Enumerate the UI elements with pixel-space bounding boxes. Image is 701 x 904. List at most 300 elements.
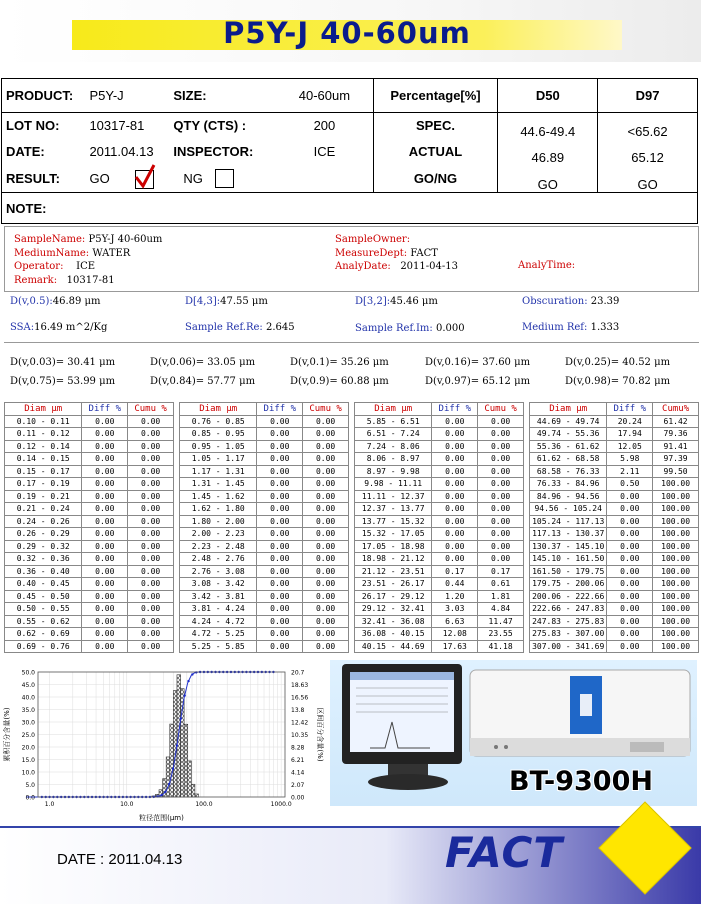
diff-cell: 0.00 — [432, 415, 478, 428]
table-row — [530, 440, 699, 453]
diam-cell: 200.06 - 222.66 — [530, 590, 607, 603]
diam-cell: 0.40 - 0.45 — [5, 578, 82, 591]
diff-header: Diff % — [607, 403, 653, 416]
table-row — [5, 553, 174, 566]
diff-cell: 3.03 — [432, 603, 478, 616]
diff-cell: 0.00 — [257, 603, 303, 616]
table-row — [180, 415, 349, 428]
table-row — [180, 590, 349, 603]
distribution-table — [529, 402, 699, 653]
diff-cell: 0.00 — [432, 465, 478, 478]
cumu-cell: 0.00 — [128, 428, 174, 441]
product-value: P5Y-J — [85, 79, 169, 113]
diff-cell: 12.08 — [432, 628, 478, 641]
cumu-cell: 0.00 — [128, 578, 174, 591]
diam-cell: 8.97 - 9.98 — [355, 465, 432, 478]
diam-cell: 2.23 - 2.48 — [180, 540, 257, 553]
diam-cell: 0.12 - 0.14 — [5, 440, 82, 453]
table-row — [530, 603, 699, 616]
percentile-item: D(v,0.97)= 65.12 μm — [425, 376, 531, 387]
cumu-cell: 1.81 — [478, 590, 524, 603]
cumu-cell: 0.00 — [478, 540, 524, 553]
diff-cell: 0.17 — [432, 565, 478, 578]
diff-cell: 0.00 — [607, 578, 653, 591]
diff-cell: 0.00 — [82, 553, 128, 566]
cumulative-point — [180, 717, 182, 719]
cumu-header: Cumu % — [128, 403, 174, 416]
diam-header: Diam μm — [180, 403, 257, 416]
y2-tick-label: 6.21 — [291, 757, 305, 764]
divider — [4, 342, 699, 343]
cumu-cell: 100.00 — [653, 503, 699, 516]
cumu-cell: 79.36 — [653, 428, 699, 441]
cumu-cell: 100.00 — [653, 490, 699, 503]
diam-header: Diam μm — [5, 403, 82, 416]
diam-cell: 0.24 - 0.26 — [5, 515, 82, 528]
diam-cell: 0.76 - 0.85 — [180, 415, 257, 428]
sample-name-label: SampleName: — [14, 234, 86, 245]
table-row — [180, 528, 349, 541]
table-row — [355, 428, 524, 441]
cumu-cell: 0.00 — [303, 640, 349, 653]
cumu-cell: 23.55 — [478, 628, 524, 641]
diam-cell: 61.62 - 68.58 — [530, 453, 607, 466]
table-row — [530, 453, 699, 466]
diff-cell: 0.00 — [432, 428, 478, 441]
cumu-cell: 100.00 — [653, 615, 699, 628]
cumu-cell: 0.00 — [128, 490, 174, 503]
diam-cell: 1.45 - 1.62 — [180, 490, 257, 503]
diam-cell: 1.31 - 1.45 — [180, 478, 257, 491]
table-row — [355, 615, 524, 628]
cumu-cell: 100.00 — [653, 515, 699, 528]
cumu-cell: 0.00 — [478, 528, 524, 541]
cumu-cell: 100.00 — [653, 540, 699, 553]
diam-cell: 11.11 - 12.37 — [355, 490, 432, 503]
diff-cell: 0.44 — [432, 578, 478, 591]
cumu-cell: 0.00 — [303, 628, 349, 641]
diam-cell: 161.50 - 179.75 — [530, 565, 607, 578]
info-table — [1, 78, 698, 224]
diam-cell: 275.83 - 307.00 — [530, 628, 607, 641]
diff-cell: 0.00 — [257, 590, 303, 603]
dv05-label: D(v,0.5): — [10, 296, 53, 307]
medium-ref-result — [522, 322, 619, 333]
y2-tick-label: 12.42 — [291, 719, 309, 727]
obscuration-result — [522, 296, 619, 307]
cumu-cell: 0.00 — [128, 628, 174, 641]
diam-cell: 0.95 - 1.05 — [180, 440, 257, 453]
diff-cell: 0.00 — [82, 528, 128, 541]
cumu-cell: 0.00 — [128, 440, 174, 453]
diam-cell: 76.33 - 84.96 — [530, 478, 607, 491]
diff-cell: 0.00 — [82, 603, 128, 616]
percentile-item: D(v,0.03)= 30.41 μm — [10, 357, 116, 368]
table-row — [530, 515, 699, 528]
table-row — [355, 590, 524, 603]
diam-cell: 179.75 - 200.06 — [530, 578, 607, 591]
diff-cell: 0.00 — [607, 603, 653, 616]
actual-label: ACTUAL — [373, 139, 498, 165]
y2-tick-label: 18.63 — [291, 682, 309, 689]
percentile-item: D(v,0.98)= 70.82 μm — [565, 376, 671, 387]
distribution-table — [179, 402, 349, 653]
cumu-cell: 100.00 — [653, 590, 699, 603]
cumu-cell: 0.00 — [303, 453, 349, 466]
table-row — [355, 528, 524, 541]
diff-cell: 0.00 — [82, 628, 128, 641]
diff-cell: 0.00 — [432, 503, 478, 516]
diam-cell: 1.17 - 1.31 — [180, 465, 257, 478]
sample-ref-re-label: Sample Ref.Re: — [185, 322, 263, 333]
cumu-cell: 100.00 — [653, 528, 699, 541]
ng-checkbox[interactable] — [215, 169, 234, 188]
chart-bar — [188, 761, 192, 797]
y-tick-label: 0.0 — [25, 794, 35, 802]
diff-cell: 0.00 — [257, 553, 303, 566]
chart-bars — [152, 675, 199, 797]
cumu-cell: 0.00 — [128, 515, 174, 528]
table-row — [530, 478, 699, 491]
diff-cell: 0.00 — [257, 503, 303, 516]
table-row — [530, 415, 699, 428]
y2-tick-label: 2.07 — [291, 782, 305, 789]
table-row — [530, 628, 699, 641]
lot-value: 10317-81 — [89, 118, 145, 134]
cumu-cell: 100.00 — [653, 553, 699, 566]
cumu-cell: 100.00 — [653, 565, 699, 578]
diff-cell: 0.00 — [257, 540, 303, 553]
chart-bar — [173, 691, 177, 797]
diam-cell: 247.83 - 275.83 — [530, 615, 607, 628]
y-tick-label: 5.0 — [25, 782, 35, 789]
diff-header: Diff % — [82, 403, 128, 416]
y2-tick-label: 10.35 — [291, 732, 309, 739]
diff-cell: 0.00 — [607, 503, 653, 516]
diam-cell: 40.15 - 44.69 — [355, 640, 432, 653]
spec-d50: 44.6-49.4 — [498, 113, 598, 139]
ssa-result — [10, 322, 107, 333]
table-row — [530, 540, 699, 553]
diam-cell: 105.24 - 117.13 — [530, 515, 607, 528]
table-row — [5, 490, 174, 503]
cumu-cell: 0.00 — [478, 453, 524, 466]
diam-cell: 55.36 - 61.62 — [530, 440, 607, 453]
cumu-cell: 0.00 — [478, 515, 524, 528]
dv05-value: 46.89 μm — [52, 296, 101, 307]
table-row — [355, 565, 524, 578]
cumu-cell: 0.00 — [303, 415, 349, 428]
table-row — [355, 453, 524, 466]
diff-cell: 0.00 — [82, 440, 128, 453]
cumu-cell: 0.00 — [478, 415, 524, 428]
diam-cell: 0.36 - 0.40 — [5, 565, 82, 578]
table-row — [5, 640, 174, 653]
operator-value: ICE — [76, 261, 96, 272]
y2-axis-label: 区间百分含量(%) — [316, 707, 324, 762]
diff-cell: 0.00 — [432, 453, 478, 466]
cumu-cell: 41.18 — [478, 640, 524, 653]
inspector-label: INSPECTOR: — [173, 144, 254, 159]
table-row — [530, 503, 699, 516]
ng-option-label: NG — [183, 170, 203, 186]
diam-cell: 6.51 - 7.24 — [355, 428, 432, 441]
diam-cell: 9.98 - 11.11 — [355, 478, 432, 491]
diff-cell: 0.00 — [82, 428, 128, 441]
diam-cell: 13.77 - 15.32 — [355, 515, 432, 528]
cumu-cell: 0.00 — [128, 565, 174, 578]
table-row — [530, 615, 699, 628]
diam-cell: 3.08 - 3.42 — [180, 578, 257, 591]
cumu-cell: 0.00 — [478, 490, 524, 503]
table-row — [355, 415, 524, 428]
diam-cell: 84.96 - 94.56 — [530, 490, 607, 503]
table-row — [5, 528, 174, 541]
chart-bar — [195, 794, 199, 797]
chart-bar — [184, 724, 188, 797]
fact-logo: FACT — [445, 828, 563, 877]
table-row — [180, 465, 349, 478]
operator-label: Operator: — [14, 261, 64, 272]
cumulative-point — [164, 791, 166, 793]
diam-cell: 0.19 - 0.21 — [5, 490, 82, 503]
cumu-cell: 0.00 — [128, 553, 174, 566]
sample-name-value: P5Y-J 40-60um — [88, 234, 163, 245]
check-mark-icon — [133, 163, 157, 189]
diam-cell: 5.85 - 6.51 — [355, 415, 432, 428]
cumu-cell: 100.00 — [653, 478, 699, 491]
cumu-cell: 0.00 — [303, 490, 349, 503]
d32-value: 45.46 μm — [390, 296, 438, 307]
ssa-label: SSA: — [10, 322, 35, 333]
percentile-item: D(v,0.1)= 35.26 μm — [290, 357, 389, 368]
table-row — [180, 553, 349, 566]
sample-ref-im-result — [355, 323, 465, 334]
cumu-cell: 0.00 — [303, 465, 349, 478]
y-tick-label: 20.0 — [21, 744, 35, 752]
cumu-cell: 0.00 — [478, 440, 524, 453]
size-label: SIZE: — [169, 79, 276, 113]
diam-cell: 0.10 - 0.11 — [5, 415, 82, 428]
product-label: PRODUCT: — [2, 79, 86, 113]
spec-label: SPEC. — [373, 113, 498, 139]
table-row — [5, 540, 174, 553]
cumu-cell: 0.00 — [128, 540, 174, 553]
cumu-header: Cumu % — [478, 403, 524, 416]
diff-cell: 1.20 — [432, 590, 478, 603]
table-row — [530, 490, 699, 503]
diff-cell: 17.63 — [432, 640, 478, 653]
sample-ref-im-value: 0.000 — [435, 323, 465, 334]
diam-cell: 18.98 - 21.12 — [355, 553, 432, 566]
diff-cell: 0.00 — [257, 428, 303, 441]
diam-cell: 49.74 - 55.36 — [530, 428, 607, 441]
diff-cell: 0.00 — [607, 628, 653, 641]
product-model: BT-9300H — [509, 765, 653, 797]
chart-bar — [181, 689, 185, 797]
table-row — [355, 440, 524, 453]
diam-cell: 145.10 - 161.50 — [530, 553, 607, 566]
cumulative-point — [168, 783, 170, 785]
cumulative-point — [183, 694, 185, 696]
diam-cell: 2.48 - 2.76 — [180, 553, 257, 566]
y-tick-label: 30.0 — [21, 719, 35, 727]
chart-bar — [170, 724, 174, 797]
diam-cell: 15.32 - 17.05 — [355, 528, 432, 541]
table-row — [180, 428, 349, 441]
cumu-cell: 0.00 — [303, 440, 349, 453]
chart-bar — [166, 757, 170, 797]
diff-cell: 0.00 — [607, 615, 653, 628]
diff-cell: 12.05 — [607, 440, 653, 453]
diff-cell: 2.11 — [607, 465, 653, 478]
cumu-cell: 91.41 — [653, 440, 699, 453]
gong-label: GO/NG — [373, 165, 498, 193]
gong-d97: GO — [598, 165, 698, 193]
table-row — [5, 515, 174, 528]
measure-dept-label: MeasureDept: — [335, 247, 408, 259]
diff-cell: 0.00 — [257, 478, 303, 491]
diff-cell: 20.24 — [607, 415, 653, 428]
diff-header: Diff % — [257, 403, 303, 416]
table-row — [355, 540, 524, 553]
cumu-cell: 0.00 — [128, 528, 174, 541]
y-tick-label: 45.0 — [21, 682, 35, 689]
table-row — [355, 578, 524, 591]
diam-cell: 0.15 - 0.17 — [5, 465, 82, 478]
y2-tick-label: 0.00 — [291, 794, 305, 802]
sample-ref-im-label: Sample Ref.Im: — [355, 323, 433, 334]
diam-cell: 307.00 - 341.69 — [530, 640, 607, 653]
diam-cell: 0.62 - 0.69 — [5, 628, 82, 641]
table-row — [530, 465, 699, 478]
cumu-cell: 0.00 — [303, 615, 349, 628]
diam-cell: 26.17 - 29.12 — [355, 590, 432, 603]
table-row — [355, 515, 524, 528]
table-row — [5, 603, 174, 616]
date-label: DATE: — [2, 139, 86, 165]
table-row — [355, 640, 524, 653]
size-value: 40-60um — [276, 79, 373, 113]
diff-cell: 5.98 — [607, 453, 653, 466]
cumu-cell: 0.61 — [478, 578, 524, 591]
diff-cell: 0.00 — [257, 453, 303, 466]
diff-header: Diff % — [432, 403, 478, 416]
cumu-cell: 0.00 — [128, 640, 174, 653]
percentage-header: Percentage[%] — [373, 79, 498, 113]
cumu-cell: 0.00 — [303, 578, 349, 591]
cumu-cell: 100.00 — [653, 603, 699, 616]
diff-cell: 0.00 — [257, 640, 303, 653]
diam-cell: 0.14 - 0.15 — [5, 453, 82, 466]
diff-cell: 0.00 — [257, 440, 303, 453]
table-row — [5, 453, 174, 466]
cumu-cell: 0.00 — [303, 553, 349, 566]
table-row — [5, 428, 174, 441]
qty-value: 200 — [276, 113, 373, 139]
cumu-cell: 100.00 — [653, 628, 699, 641]
diam-cell: 32.41 - 36.08 — [355, 615, 432, 628]
table-row — [530, 528, 699, 541]
percentile-item: D(v,0.25)= 40.52 μm — [565, 357, 671, 368]
cumu-cell: 0.00 — [128, 478, 174, 491]
diff-cell: 6.63 — [432, 615, 478, 628]
cumu-cell: 0.00 — [303, 478, 349, 491]
diff-cell: 17.94 — [607, 428, 653, 441]
diff-cell: 0.00 — [257, 565, 303, 578]
diam-cell: 21.12 - 23.51 — [355, 565, 432, 578]
diff-cell: 0.00 — [432, 440, 478, 453]
table-row — [355, 503, 524, 516]
table-row — [530, 565, 699, 578]
table-row — [5, 578, 174, 591]
table-row — [355, 490, 524, 503]
x-axis-label: 粒径范围(μm) — [139, 814, 184, 822]
diff-cell: 0.00 — [607, 640, 653, 653]
diff-cell: 0.00 — [607, 553, 653, 566]
x-tick-label: 1.0 — [44, 801, 55, 808]
table-row — [530, 640, 699, 653]
diff-cell: 0.00 — [82, 490, 128, 503]
y-tick-label: 40.0 — [21, 694, 35, 702]
chart-bar — [191, 784, 195, 797]
diff-cell: 0.00 — [257, 628, 303, 641]
cumulative-point — [172, 768, 174, 770]
diam-cell: 222.66 - 247.83 — [530, 603, 607, 616]
cumu-cell: 0.17 — [478, 565, 524, 578]
diam-cell: 17.05 - 18.98 — [355, 540, 432, 553]
y2-tick-label: 13.8 — [291, 707, 305, 714]
table-row — [355, 603, 524, 616]
diff-cell: 0.00 — [257, 615, 303, 628]
obscuration-value: 23.39 — [590, 296, 620, 307]
medium-ref-label: Medium Ref: — [522, 322, 588, 333]
sample-owner-label: SampleOwner: — [335, 234, 411, 245]
y-tick-label: 15.0 — [21, 757, 35, 764]
diff-cell: 0.00 — [607, 528, 653, 541]
gong-d50: GO — [498, 165, 598, 193]
cumu-cell: 61.42 — [653, 415, 699, 428]
diff-cell: 0.00 — [432, 553, 478, 566]
remark-value: 10317-81 — [66, 274, 115, 286]
table-row — [5, 628, 174, 641]
x-tick-label: 100.0 — [195, 801, 213, 808]
diam-cell: 7.24 - 8.06 — [355, 440, 432, 453]
table-row — [5, 478, 174, 491]
cumu-cell: 100.00 — [653, 640, 699, 653]
percentile-item: D(v,0.06)= 33.05 μm — [150, 357, 256, 368]
spec-d97: <65.62 — [598, 113, 698, 139]
remark-label: Remark: — [14, 274, 58, 286]
cumu-header: Cumu % — [303, 403, 349, 416]
qty-label: QTY (CTS) : — [173, 118, 247, 134]
diam-cell: 0.55 - 0.62 — [5, 615, 82, 628]
cumu-cell: 0.00 — [303, 590, 349, 603]
medium-name-label: MediumName: — [14, 247, 90, 259]
table-row — [180, 603, 349, 616]
chart-grid — [38, 672, 285, 797]
analy-date-label: AnalyDate: — [335, 261, 391, 272]
diam-cell: 68.58 - 76.33 — [530, 465, 607, 478]
product-image — [330, 660, 697, 806]
diff-cell: 0.00 — [607, 515, 653, 528]
diam-cell: 0.45 - 0.50 — [5, 590, 82, 603]
cumulative-point — [191, 673, 193, 675]
table-row — [180, 515, 349, 528]
lot-label: LOT NO: — [2, 113, 86, 139]
cumu-cell: 0.00 — [303, 515, 349, 528]
table-row — [355, 465, 524, 478]
